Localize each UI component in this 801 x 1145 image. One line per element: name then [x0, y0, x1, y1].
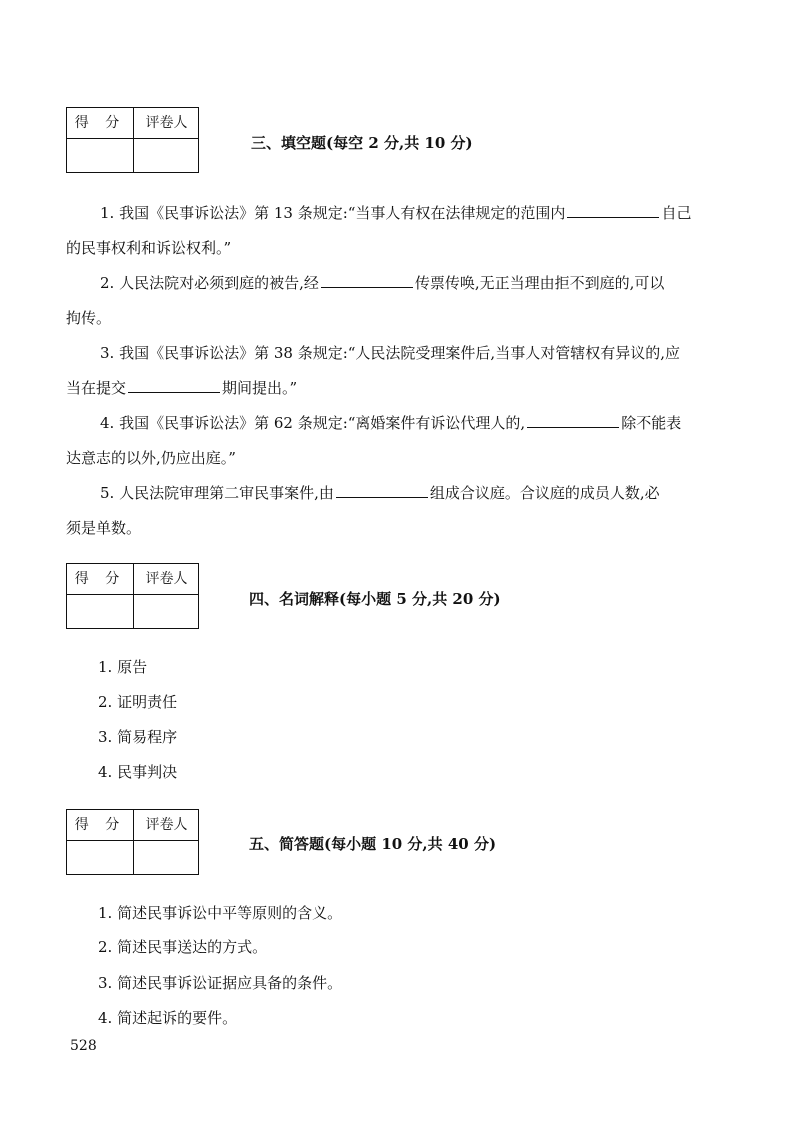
answer-blank[interactable]	[567, 203, 659, 218]
term-item: 1. 原告	[98, 658, 148, 676]
answer-blank[interactable]	[321, 273, 413, 288]
question-fill-2: 2. 人民法院对必须到庭的被告,经 传票传唤,无正当理由拒不到庭的,可以 拘传。	[66, 274, 665, 327]
question-fill-1: 1. 我国《民事诉讼法》第 13 条规定:“当事人有权在法律规定的范围内 自己 的民事权利和诉讼权利。”	[66, 204, 692, 257]
grader-label: 评卷人	[145, 571, 188, 587]
question-fill-3: 3. 我国《民事诉讼法》第 38 条规定:“人民法院受理案件后,当事人对管辖权有异议的,应 当在提交 期间提出。”	[66, 344, 680, 397]
score-box-section4	[66, 563, 199, 629]
answer-blank[interactable]	[527, 413, 619, 428]
short-answer-item: 3. 简述民事诉讼证据应具备的条件。	[98, 974, 343, 992]
score-box-section3	[66, 107, 199, 173]
page-number: 528	[70, 1038, 97, 1054]
question-fill-5: 5. 人民法院审理第二审民事案件,由 组成合议庭。合议庭的成员人数,必 须是单数。	[66, 484, 660, 537]
score-label: 得 分	[74, 571, 126, 587]
short-answer-item: 2. 简述民事送达的方式。	[98, 938, 268, 956]
score-label: 得 分	[74, 115, 126, 131]
question-fill-4: 4. 我国《民事诉讼法》第 62 条规定:“离婚案件有诉讼代理人的, 除不能表 达意志的以外,仍应出庭。”	[66, 414, 682, 467]
section5-title: 五、简答题(每小题 10 分,共 40 分)	[249, 835, 497, 853]
term-item: 4. 民事判决	[98, 763, 178, 781]
grader-label: 评卷人	[145, 817, 188, 833]
answer-blank[interactable]	[128, 378, 220, 393]
score-label: 得 分	[74, 817, 126, 833]
answer-blank[interactable]	[336, 483, 428, 498]
section4-title: 四、名词解释(每小题 5 分,共 20 分)	[249, 590, 501, 608]
short-answer-item: 4. 简述起诉的要件。	[98, 1009, 238, 1027]
term-item: 3. 简易程序	[98, 728, 178, 746]
term-item: 2. 证明责任	[98, 693, 178, 711]
section3-title: 三、填空题(每空 2 分,共 10 分)	[251, 134, 473, 152]
score-box-section5	[66, 809, 199, 875]
grader-label: 评卷人	[145, 115, 188, 131]
short-answer-item: 1. 简述民事诉讼中平等原则的含义。	[98, 904, 343, 922]
